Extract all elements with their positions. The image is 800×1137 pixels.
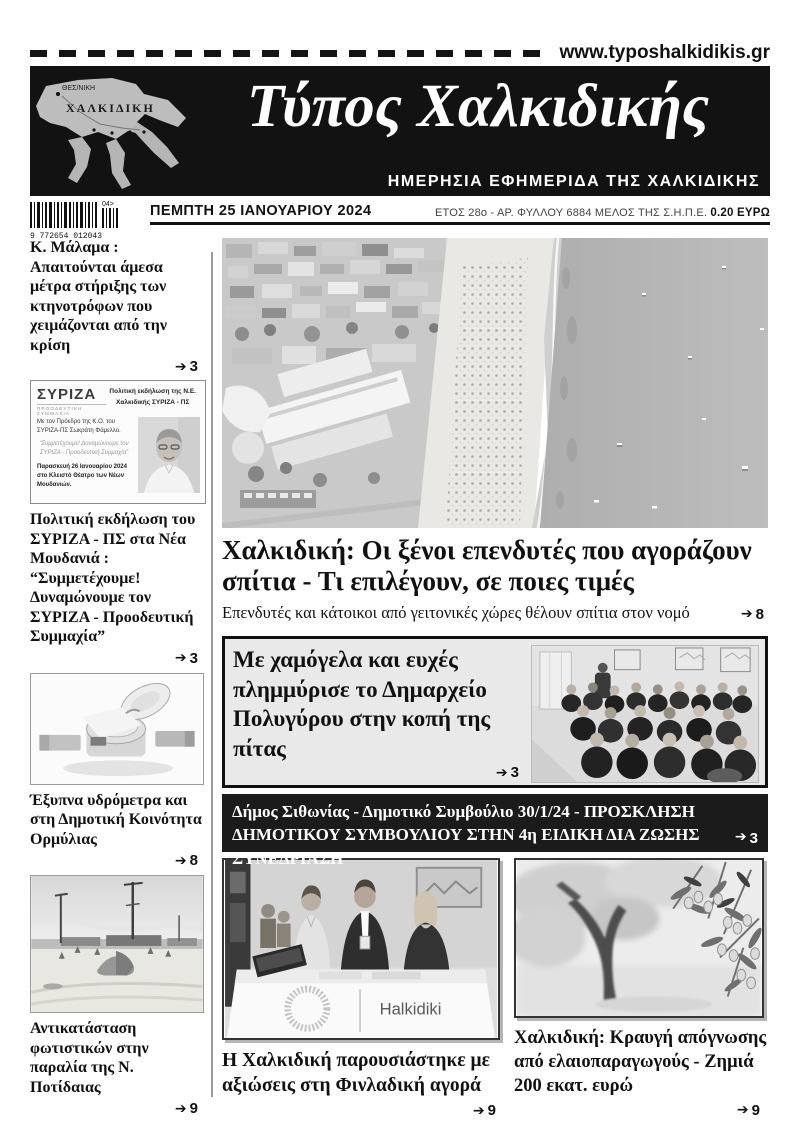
pageref-arrow-icon: ➔	[174, 1100, 187, 1117]
top-url-row	[30, 42, 770, 64]
olive-story	[514, 858, 768, 1125]
pageref-number: 9	[487, 1102, 496, 1120]
ad-header: Πολιτική εκδήλωση της Ν.Ε. Χαλκιδικής ΣΥΡΙΖΑ - ΠΣ	[109, 388, 196, 407]
sidebar-article-syriza-title: Πολιτική εκδήλωση του ΣΥΡΙΖΑ - ΠΣ στα Νέα Μουδανιά : “Συμμετέχουμε! Δυναμώνουμε τον ΣΥΡΙΖΑ - Προοδευτική Συμμαχία”	[30, 511, 196, 646]
issue-date: ΠΕΜΠΤΗ 25 ΙΑΝΟΥΑΡΙΟΥ 2024	[150, 203, 372, 219]
crowd-photo	[531, 645, 759, 783]
pageref	[30, 1100, 198, 1117]
sidebar-article-meters-title: Έξυπνα υδρόμετρα και στη Δημοτική Κοινότητα Ορμύλιας	[30, 791, 202, 848]
pageref	[30, 852, 198, 869]
main-column	[222, 238, 768, 1124]
map-city-label: ΘΕΣ/ΝΙΚΗ	[62, 85, 96, 92]
pageref-number: 9	[189, 1100, 198, 1118]
dashed-rule	[30, 50, 546, 57]
ad-body-text: Με τον Πρόεδρο της Κ.Ο. του ΣΥΡΙΖΑ-ΠΣ Σωκράτη Φάμελλο.	[37, 419, 121, 435]
pageref-number: 3	[510, 764, 519, 782]
syriza-ad	[30, 380, 206, 504]
dateline	[30, 198, 770, 240]
sithonia-banner	[222, 794, 768, 869]
beach-works-photo	[30, 875, 204, 1013]
ad-body	[37, 418, 131, 490]
pageref-arrow-icon: ➔	[174, 650, 187, 667]
barcode-digits: 9 772654 012043	[30, 232, 103, 240]
barcode-supplement: 04>	[102, 201, 114, 208]
issue-info	[435, 207, 770, 219]
pita-story-box	[222, 636, 768, 788]
pageref-number: 8	[755, 605, 764, 623]
lead-subhead: Επενδυτές και κάτοικοι από γειτονικές χώρες θέλουν σπίτια στον νομό	[222, 602, 690, 622]
syriza-logo-subtext: ΠΡΟΟΔΕΥΤΙΚΗ ΣΥΜΜΑΧΙΑ	[37, 404, 106, 416]
website-url: www.typoshalkidikis.gr	[559, 42, 770, 63]
map-region-label: ΧΑΛΚΙΔΙΚΗ	[66, 101, 155, 115]
halkidiki-brand-label: Halkidiki	[379, 999, 442, 1019]
pageref-arrow-icon: ➔	[734, 829, 747, 846]
pageref-arrow-icon: ➔	[736, 1102, 749, 1119]
pita-headline: Με χαμόγελα και ευχές πλημμύρισε το Δημαρχείο Πολυγύρου στην κοπή της πίτας	[233, 646, 491, 762]
issue-info-text: ΕΤΟΣ 28ο - ΑΡ. ΦΥΛΛΟΥ 6884 ΜΕΛΟΣ ΤΗΣ Σ.Η.Π.Ε.	[435, 207, 708, 219]
pageref-number: 3	[749, 829, 758, 847]
column-divider	[211, 252, 213, 1097]
newspaper-subtitle: ΗΜΕΡΗΣΙΑ ΕΦΗΜΕΡΙΔΑ ΤΗΣ ΧΑΛΚΙΔΙΚΗΣ	[387, 173, 760, 190]
masthead	[30, 66, 770, 196]
pageref-number: 8	[189, 852, 198, 870]
ad-footer: Παρασκευή 26 Ιανουαρίου 2024 στο Κλειστό Θέατρο των Νέων Μουδανιών.	[37, 464, 127, 489]
pageref-arrow-icon: ➔	[174, 358, 187, 375]
tourism-fair-photo	[222, 858, 500, 1040]
water-meter-photo	[30, 673, 204, 785]
banner-text: Δήμος Σιθωνίας - Δημοτικό Συμβούλιο 30/1/24 - ΠΡΟΣΚΛΗΣΗ ΔΗΜΟΤΙΚΟΥ ΣΥΜΒΟΥΛΙΟΥ ΣΤΗΝ 4η ΕΙΔΙΚΗ ΔΙΑ ΖΩΣΗΣ ΣΥΝΕΔΡΙΑΣΗ	[232, 801, 700, 869]
pageref	[30, 650, 198, 667]
lead-headline: Χαλκιδική: Οι ξένοι επενδυτές που αγοράζουν σπίτια - Τι επιλέγουν, σε ποιες τιμές	[222, 535, 752, 597]
ad-quote: “Συμμετέχουμε! Δυναμώνουμε τον ΣΥΡΙΖΑ - Προοδευτική Συμμαχία”	[39, 441, 129, 457]
issue-price: 0.20 ΕΥΡΩ	[710, 207, 770, 219]
pageref	[735, 828, 758, 849]
pageref-number: 3	[189, 649, 198, 667]
sidebar	[30, 238, 206, 1122]
pageref-arrow-icon: ➔	[740, 606, 753, 623]
pageref-arrow-icon: ➔	[495, 764, 508, 781]
pageref-number: 9	[751, 1101, 760, 1119]
finland-story	[222, 858, 504, 1125]
chalkidiki-map-icon	[32, 70, 190, 192]
sidebar-article-malama-title: Κ. Μάλαμα : Απαιτούνται άμεσα μέτρα στήριξης των κτηνοτρόφων που χειμάζονται από την κρίση	[30, 239, 167, 354]
ad-speaker-photo	[138, 417, 200, 498]
olive-caption: Χαλκιδική: Κραυγή απόγνωσης από ελαιοπαραγωγούς - Ζημιά 200 εκατ. ευρώ	[514, 1027, 767, 1096]
pageref	[514, 1102, 760, 1119]
pageref-number: 3	[189, 358, 198, 376]
pageref	[233, 764, 519, 781]
finland-caption: Η Χαλκιδική παρουσιάστηκε με αξιώσεις στη Φινλαδική αγορά	[222, 1049, 490, 1096]
sidebar-article-lighting-title: Αντικατάσταση φωτιστικών στην παραλία της Ν. Ποτίδαιας	[30, 1020, 149, 1096]
pageref	[30, 358, 198, 375]
syriza-logo-text: ΣΥΡΙΖΑ	[37, 386, 97, 404]
olive-tree-photo	[514, 858, 764, 1018]
pageref	[741, 606, 764, 623]
newspaper-title: Τύπος Χαλκιδικής	[246, 73, 710, 140]
pageref	[222, 1102, 496, 1119]
pageref-arrow-icon: ➔	[174, 852, 187, 869]
syriza-logo	[37, 386, 106, 416]
aerial-beach-photo	[222, 238, 768, 528]
pageref-arrow-icon: ➔	[472, 1102, 485, 1119]
